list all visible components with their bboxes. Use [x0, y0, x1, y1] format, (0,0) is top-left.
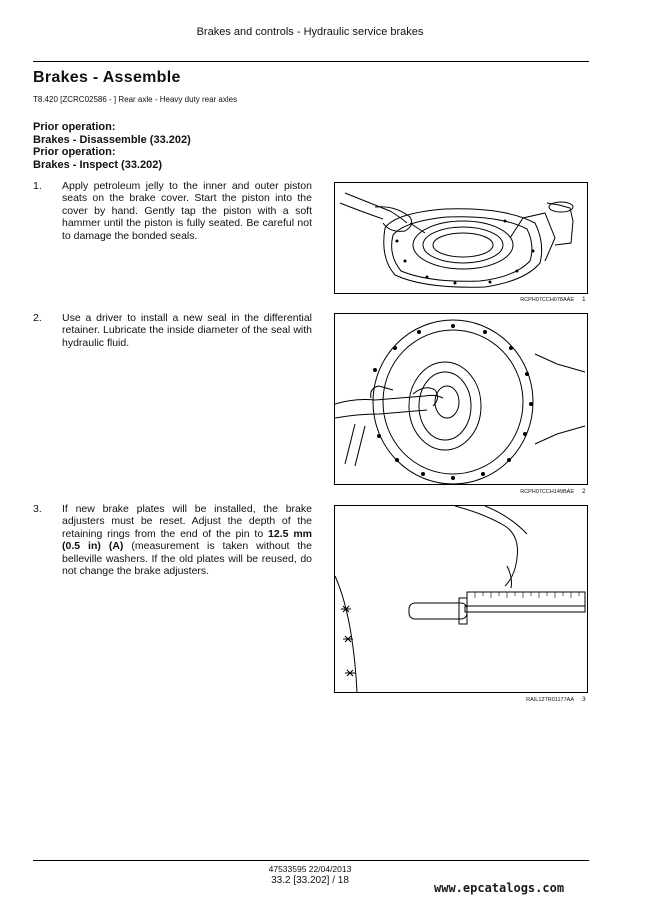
step-text: Use a driver to install a new seal in the differential retainer. Lubricate the inside diameter of the seal with hydraulic fluid.: [62, 312, 312, 349]
prior-operations: [33, 121, 191, 171]
footer-rule: [33, 860, 589, 861]
differential-retainer-drawing: [335, 314, 587, 484]
running-header: Brakes and controls - Hydraulic service brakes: [196, 26, 424, 38]
prior-operation-label: Prior operation:: [33, 121, 116, 133]
prior-operation-label: Prior operation:: [33, 146, 116, 159]
watermark-link[interactable]: www.epcatalogs.com: [434, 881, 565, 895]
figure-2-illustration: [334, 313, 588, 485]
footer-page-number: 33.2 [33.202] / 18: [271, 875, 349, 886]
figure-1-illustration: [334, 182, 588, 294]
figure-reference-code: RCPH07CCH078AAE: [520, 297, 574, 303]
brake-adjuster-measurement-drawing: [335, 506, 587, 692]
step-number: 1.: [33, 180, 42, 192]
figure-number: 1: [582, 296, 586, 303]
step-number: 3.: [33, 503, 42, 515]
prior-operation-link[interactable]: Brakes - Disassemble (33.202): [33, 133, 191, 146]
figure-reference-code: RCPH07CCH149BAE: [520, 489, 574, 495]
page-title: Brakes - Assemble: [33, 69, 181, 86]
brake-cover-drawing: [335, 183, 587, 293]
figure-3-illustration: [334, 505, 588, 693]
figure-reference-code: RAIL12TR01177AA: [526, 697, 574, 703]
prior-operation-link[interactable]: Brakes - Inspect (33.202): [33, 158, 163, 171]
step-text: Apply petroleum jelly to the inner and outer piston seats on the brake cover. Start the piston into the cover by hand. Gently tap the piston with a soft hammer until the piston is fully seated. Be careful not to damage the bonded seals.: [62, 180, 312, 242]
header-rule: [33, 61, 589, 62]
step-text: If new brake plates will be installed, the brake adjusters must be reset. Adjust the depth of the retaining rings from the end of the pin to 12.5 mm (0.5 in) (A) (measurement is taken without the belleville washers. If the old plates will be reused, do not change the brake adjusters.: [62, 503, 313, 578]
figure-number: 2: [582, 488, 586, 495]
step-number: 2.: [33, 312, 42, 324]
footer-document-number: 47533595 22/04/2013: [268, 864, 352, 874]
figure-number: 3: [582, 696, 586, 703]
applicability-line: T8.420 [ZCRC02586 - ] Rear axle - Heavy duty rear axles: [33, 95, 238, 104]
